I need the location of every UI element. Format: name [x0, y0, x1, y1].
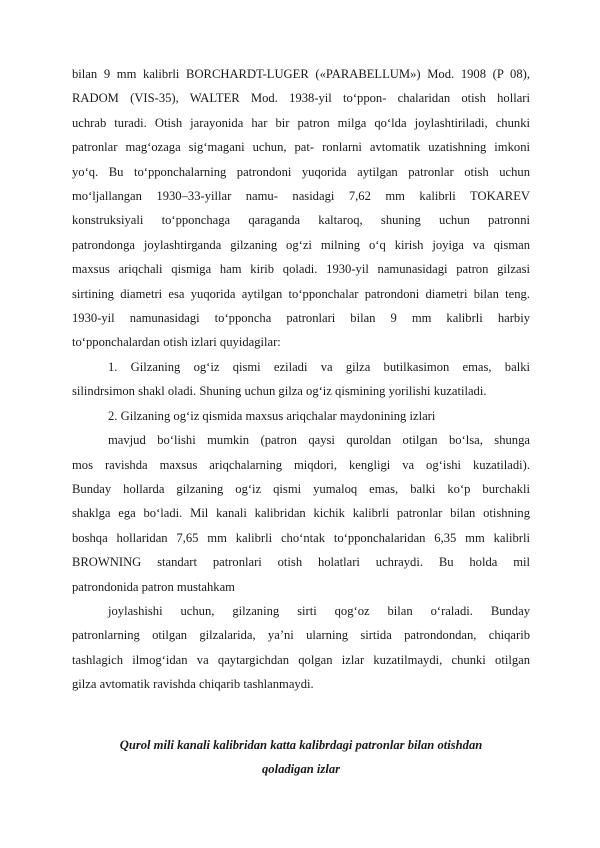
text-line: maxsus ariqchali qismiga ham kirib qoladi. 1930-yil namunasidagi patron gilzasi: [72, 262, 530, 277]
text-line: bilan 9 mm kalibrli BORCHARDT-LUGER («PARABELLUM») Mod. 1908 (P 08),: [72, 67, 530, 81]
text-line: mavjud bo‘lishi mumkin (patron qaysi quroldan otilgan bo‘lsa, shunga: [108, 433, 530, 448]
text-line: mo‘ljallangan 1930–33-yillar namu- nasidagi 7,62 mm kalibrli TOKAREV: [72, 189, 530, 204]
heading-line: qoladigan izlar: [261, 762, 341, 777]
text-line: patrondonga joylashtirganda gilzaning og‘zi milning o‘q kirish joyiga va qisman: [72, 237, 530, 252]
text-line: tashlagich ilmog‘idan va qaytargichdan qolgan izlar kuzatilmaydi, chunki otilgan: [72, 652, 530, 667]
text-line: sirtining diametri esa yuqorida aytilgan to‘pponchalar patrondoni diametri bilan teng.: [72, 286, 530, 301]
text-line: patronlarning otilgan gilzalarida, ya’ni ularning sirtida patrondondan, chiqarib: [72, 628, 530, 643]
text-line: uchrab turadi. Otish jarayonida har bir patron milga qo‘lda joylashtiriladi, chunki: [72, 115, 530, 130]
body-paragraph: [72, 428, 530, 599]
body-paragraph: [72, 62, 530, 355]
text-line: Bunday hollarda gilzaning og‘iz qismi yumaloq emas, balki ko‘p burchakli: [72, 481, 530, 496]
section-heading: [72, 733, 530, 782]
text-line: konstruksiyali to‘pponchaga qaraganda kaltaroq, shuning uchun patronni: [72, 213, 530, 228]
text-line: BROWNING standart patronlari otish holatlari uchraydi. Bu holda mil: [72, 555, 530, 570]
text-line: boshqa hollaridan 7,65 mm kalibrli cho‘ntak to‘pponchalaridan 6,35 mm kalibrli: [72, 530, 530, 545]
text-line: to‘pponchalardan otish izlari quyidagilar:: [72, 335, 281, 350]
text-line: yo‘q. Bu to‘pponchalarning patrondoni yuqorida aytilgan patronlar otish uchun: [72, 164, 530, 179]
text-line: shaklga ega bo‘ladi. Mil kanali kalibridan kichik kalibrli patronlar bilan otishning: [72, 506, 530, 521]
text-line: silindrsimon shakl oladi. Shuning uchun gilza og‘iz qismining yorilishi kuzatiladi.: [72, 384, 487, 399]
text-line: gilza avtomatik ravishda chiqarib tashlanmaydi.: [72, 677, 314, 692]
text-line: joylashishi uchun, gilzaning sirti qog‘oz bilan o‘raladi. Bunday: [108, 603, 530, 618]
list-item-2: [72, 404, 530, 428]
text-line: RADOM (VIS-35), WALTER Mod. 1938-yil to‘ppon- chalaridan otish hollari: [72, 91, 530, 106]
body-paragraph: [72, 599, 530, 697]
text-line: mos ravishda maxsus ariqchalarning miqdori, kengligi va og‘ishi kuzatiladi).: [72, 457, 530, 472]
text-line: 2. Gilzaning og‘iz qismida maxsus ariqchalar maydonining izlari: [108, 408, 436, 423]
list-item-1: [72, 355, 530, 404]
text-line: patrondonida patron mustahkam: [72, 579, 235, 594]
text-line: patronlar mag‘ozaga sig‘magani uchun, pat- ronlarni avtomatik uzatishning imkoni: [72, 140, 530, 155]
heading-line: Qurol mili kanali kalibridan katta kalibrdagi patronlar bilan otishdan: [119, 737, 483, 752]
spacer: [72, 697, 530, 721]
text-line: 1. Gilzaning og‘iz qismi eziladi va gilza butilkasimon emas, balki: [108, 359, 530, 374]
document-page: [72, 62, 530, 782]
text-line: 1930-yil namunasidagi to‘pponcha patronlari bilan 9 mm kalibrli harbiy: [72, 311, 530, 326]
